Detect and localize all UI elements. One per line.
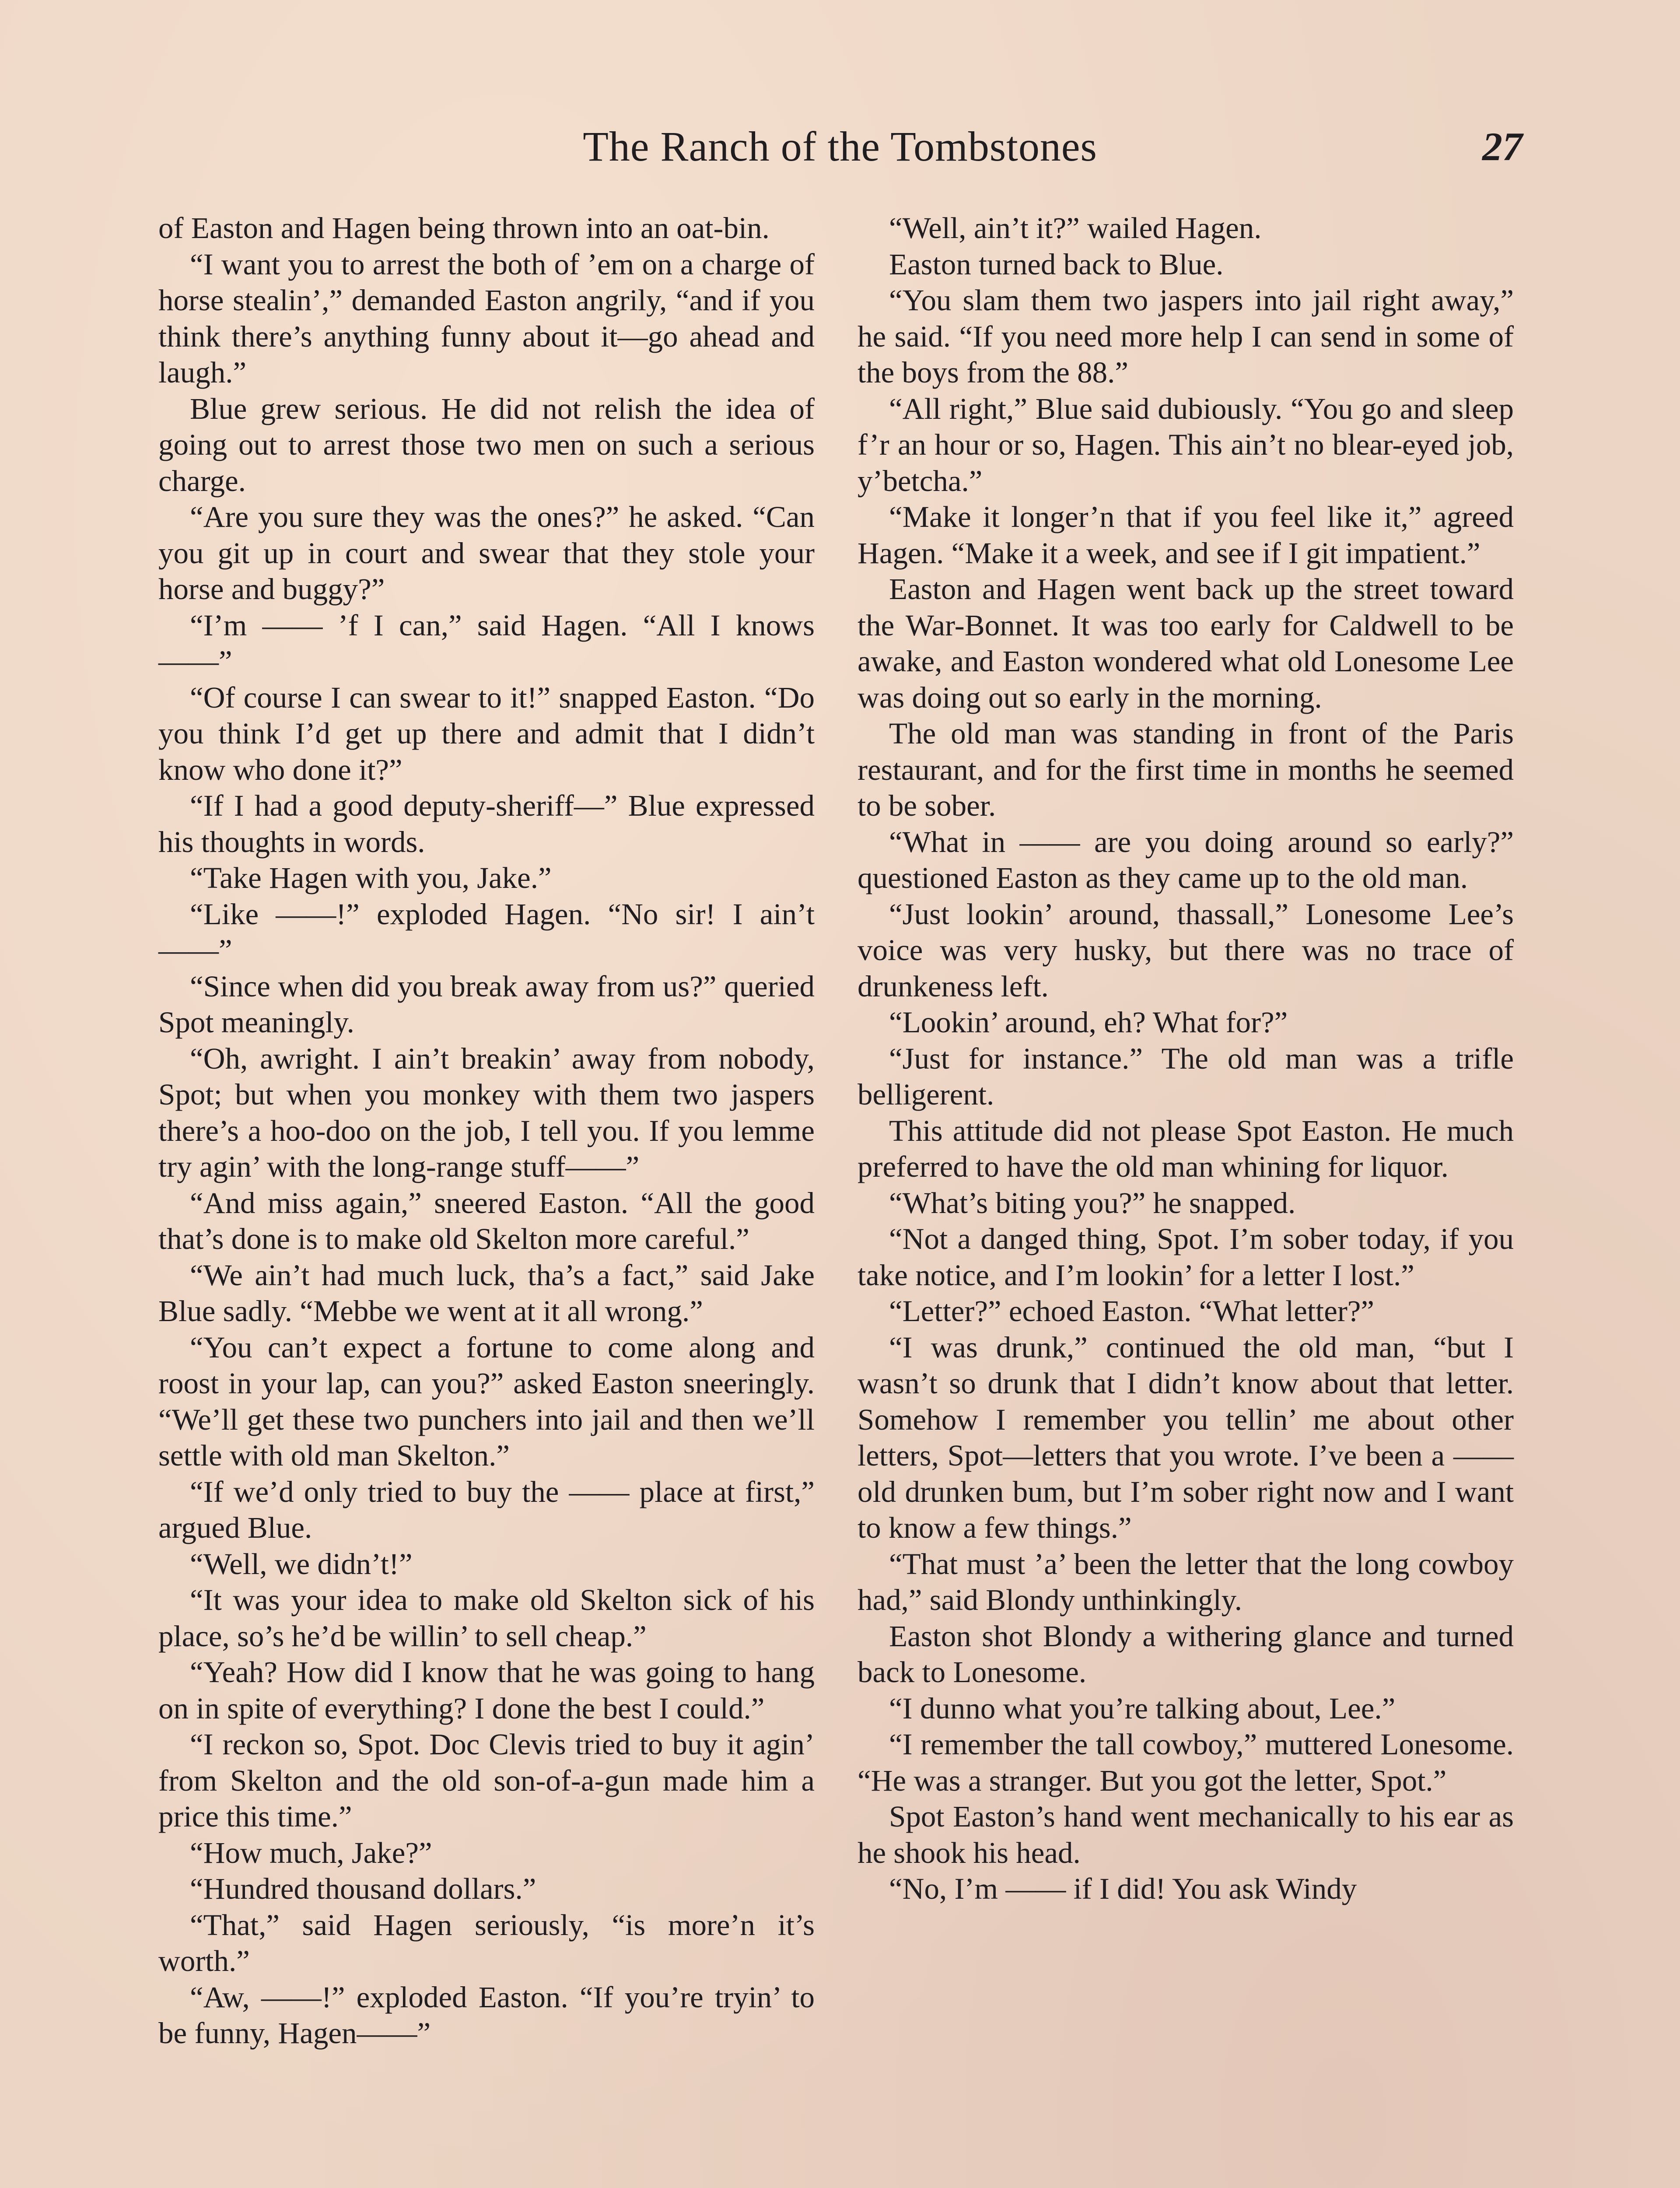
paragraph: Blue grew serious. He did not relish the idea of going out to arrest those two men on such a serious charge. xyxy=(158,392,815,498)
paragraph: “I reckon so, Spot. Doc Clevis tried to buy it agin’ from Skelton and the old son-of-a-gun made him a price this time.” xyxy=(158,1728,815,1833)
paragraph: “Like ——!” exploded Hagen. “No sir! I ain’t——” xyxy=(158,897,815,967)
running-head xyxy=(158,118,1522,175)
paragraph: “I was drunk,” continued the old man, “but I wasn’t so drunk that I didn’t know about that letter. Somehow I remember you tellin’ me about other letters, Spot—letters that you wrote. I’ve been a —— old drunken bum, but I’m sober right now and I want to know a few things.” xyxy=(858,1330,1514,1544)
paragraph: “Oh, awright. I ain’t breakin’ away from nobody, Spot; but when you monkey with them two jaspers there’s a hoo-doo on the job, I tell you. If you lemme try agin’ with the long-range stuff——” xyxy=(158,1041,815,1183)
paragraph: “I remember the tall cowboy,” muttered Lonesome. “He was a stranger. But you got the letter, Spot.” xyxy=(858,1728,1514,1797)
paragraph: “No, I’m —— if I did! You ask Windy xyxy=(889,1872,1357,1905)
paragraph: “Make it longer’n that if you feel like it,” agreed Hagen. “Make it a week, and see if I git impatient.” xyxy=(858,500,1514,570)
paragraph: “Just lookin’ around, thassall,” Lonesome Lee’s voice was very husky, but there was no trace of drunkeness left. xyxy=(858,897,1514,1003)
paragraph: “What’s biting you?” he snapped. xyxy=(889,1186,1296,1220)
paragraph: Easton turned back to Blue. xyxy=(889,247,1224,281)
paragraph: “Aw, ——!” exploded Easton. “If you’re tryin’ to be funny, Hagen——” xyxy=(158,1980,815,2050)
paragraph: “Well, we didn’t!” xyxy=(190,1547,413,1581)
paragraph: of Easton and Hagen being thrown into an oat-bin. xyxy=(158,211,770,245)
paragraph: “I dunno what you’re talking about, Lee.” xyxy=(889,1691,1396,1725)
paragraph: Easton and Hagen went back up the street toward the War-Bonnet. It was too early for Caldwell to be awake, and Easton wondered what old Lonesome Lee was doing out so early in the morning. xyxy=(858,572,1514,714)
paragraph: “If we’d only tried to buy the —— place at first,” argued Blue. xyxy=(158,1475,815,1544)
paragraph: This attitude did not please Spot Easton. He much preferred to have the old man whining for liquor. xyxy=(858,1114,1514,1183)
paragraph: “It was your idea to make old Skelton sick of his place, so’s he’d be willin’ to sell cheap.” xyxy=(158,1583,815,1653)
paragraph: “Since when did you break away from us?” queried Spot meaningly. xyxy=(158,969,815,1039)
right-column xyxy=(858,210,1514,1907)
paragraph: “Lookin’ around, eh? What for?” xyxy=(889,1006,1288,1039)
paragraph: “Yeah? How did I know that he was going to hang on in spite of everything? I done the best I could.” xyxy=(158,1655,815,1725)
paragraph: “Well, ain’t it?” wailed Hagen. xyxy=(889,211,1262,245)
paragraph: “Hundred thousand dollars.” xyxy=(190,1872,536,1905)
paragraph: Spot Easton’s hand went mechanically to his ear as he shook his head. xyxy=(858,1800,1514,1869)
paragraph: “I’m —— ’f I can,” said Hagen. “All I knows——” xyxy=(158,608,815,678)
paragraph: “How much, Jake?” xyxy=(190,1836,432,1869)
paragraph: “And miss again,” sneered Easton. “All the good that’s done is to make old Skelton more careful.” xyxy=(158,1186,815,1255)
left-column xyxy=(158,210,815,2051)
paragraph: “You can’t expect a fortune to come along and roost in your lap, can you?” asked Easton sneeringly. “We’ll get these two punchers into jail and then we’ll settle with old man Skelton.” xyxy=(158,1330,815,1472)
paragraph: “Are you sure they was the ones?” he asked. “Can you git up in court and swear that they stole your horse and buggy?” xyxy=(158,500,815,606)
paragraph: “That must ’a’ been the letter that the long cowboy had,” said Blondy unthinkingly. xyxy=(858,1547,1514,1616)
paragraph: “Not a danged thing, Spot. I’m sober today, if you take notice, and I’m lookin’ for a letter I lost.” xyxy=(858,1222,1514,1292)
paragraph: “Just for instance.” The old man was a trifle belligerent. xyxy=(858,1041,1514,1111)
paragraph: Easton shot Blondy a withering glance and turned back to Lonesome. xyxy=(858,1619,1514,1689)
paragraph: “We ain’t had much luck, tha’s a fact,” said Jake Blue sadly. “Mebbe we went at it all wrong.” xyxy=(158,1258,815,1328)
paragraph: “Take Hagen with you, Jake.” xyxy=(190,861,552,894)
paragraph: The old man was standing in front of the Paris restaurant, and for the first time in months he seemed to be sober. xyxy=(858,717,1514,822)
paragraph: “What in —— are you doing around so early?” questioned Easton as they came up to the old man. xyxy=(858,825,1514,894)
paragraph: “If I had a good deputy-sheriff—” Blue expressed his thoughts in words. xyxy=(158,789,815,859)
paragraph: “That,” said Hagen seriously, “is more’n it’s worth.” xyxy=(158,1908,815,1978)
running-title: The Ranch of the Tombstones xyxy=(583,123,1097,170)
paragraph: “I want you to arrest the both of ’em on a charge of horse stealin’,” demanded Easton angrily, “and if you think there’s anything funny about it—go ahead and laugh.” xyxy=(158,247,815,389)
page-number: 27 xyxy=(1482,124,1522,169)
paragraph: “Letter?” echoed Easton. “What letter?” xyxy=(889,1294,1375,1328)
paragraph: “All right,” Blue said dubiously. “You go and sleep f’r an hour or so, Hagen. This ain’t no blear-eyed job, y’betcha.” xyxy=(858,392,1514,498)
paragraph: “Of course I can swear to it!” snapped Easton. “Do you think I’d get up there and admit that I didn’t know who done it?” xyxy=(158,680,815,786)
paragraph: “You slam them two jaspers into jail right away,” he said. “If you need more help I can send in some of the boys from the 88.” xyxy=(858,284,1514,389)
